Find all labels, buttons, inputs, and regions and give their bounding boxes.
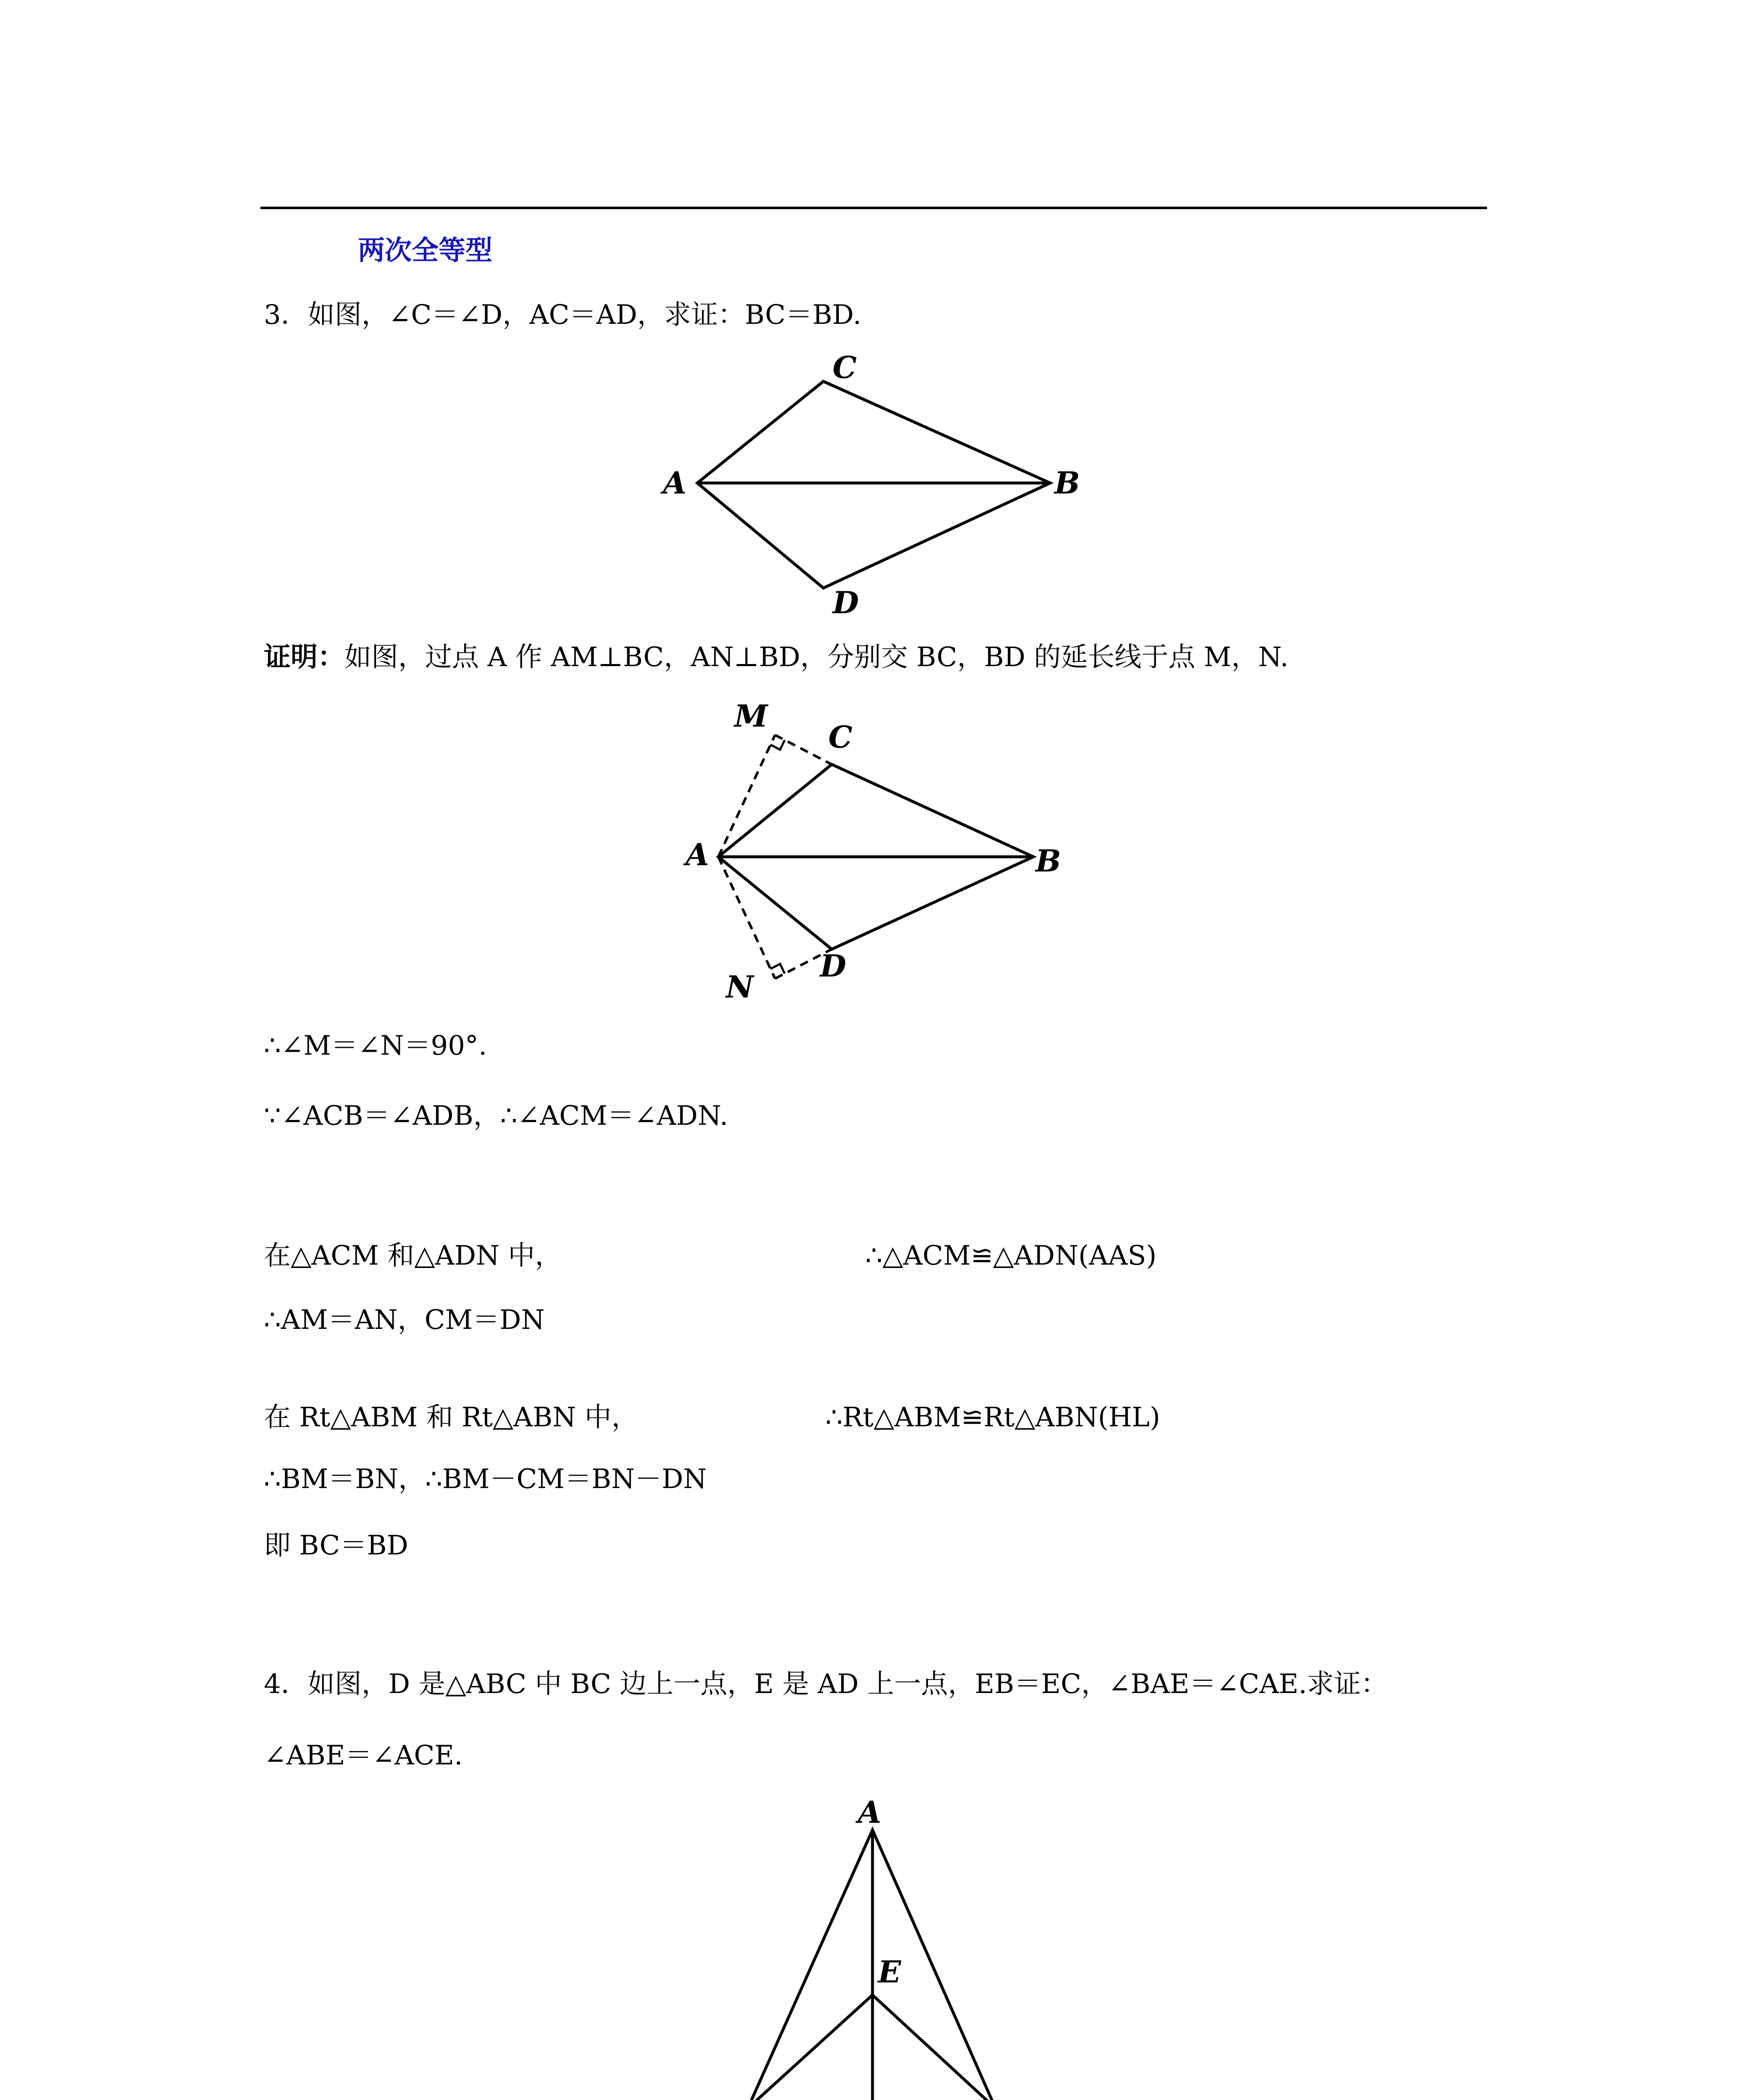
segment-am-dashed bbox=[718, 735, 775, 857]
proof-step-5-left: 在 Rt△ABM 和 Rt△ABN 中， bbox=[264, 1402, 639, 1433]
label-m: M bbox=[734, 698, 768, 734]
figure-1-kite bbox=[630, 344, 1134, 620]
problem-3-statement: 3．如图，∠C＝∠D，AC＝AD，求证：BC＝BD. bbox=[264, 299, 862, 331]
proof-step-3-right: ∴△ACM≌△ADN(AAS) bbox=[865, 1240, 1157, 1271]
label-d: D bbox=[820, 948, 846, 984]
proof-step-5-right: ∴Rt△ABM≌Rt△ABN(HL) bbox=[825, 1402, 1160, 1433]
segment-mc-dashed bbox=[775, 735, 832, 764]
label-c: C bbox=[833, 349, 857, 385]
problem-3-proof-intro bbox=[264, 640, 1288, 674]
label-n: N bbox=[726, 969, 754, 1005]
label-a: A bbox=[858, 1794, 881, 1830]
label-a: A bbox=[686, 837, 709, 872]
label-e: E bbox=[878, 1954, 901, 1990]
label-b: B bbox=[1054, 465, 1080, 501]
header-rule bbox=[260, 207, 1487, 209]
proof-step-2: ∵∠ACB＝∠ADB，∴∠ACM＝∠ADN. bbox=[264, 1100, 728, 1131]
right-angle-mark-m bbox=[770, 740, 785, 750]
proof-step-6: ∴BM＝BN，∴BM－CM＝BN－DN bbox=[264, 1464, 707, 1495]
segment-an-dashed bbox=[718, 857, 775, 979]
proof-step-3-left: 在△ACM 和△ADN 中， bbox=[264, 1240, 562, 1271]
label-c: C bbox=[828, 719, 853, 755]
proof-step-7: 即 BC＝BD bbox=[264, 1530, 408, 1561]
section-title: 两次全等型 bbox=[358, 235, 492, 266]
proof-step-4: ∴AM＝AN，CM＝DN bbox=[264, 1305, 545, 1336]
problem-4-statement-line-2: ∠ABE＝∠ACE. bbox=[264, 1740, 463, 1771]
proof-step-1: ∴∠M＝∠N＝90°. bbox=[264, 1030, 487, 1061]
proof-intro-text: 如图，过点 A 作 AM⊥BC，AN⊥BD，分别交 BC，BD 的延长线于点 M，N. bbox=[344, 642, 1289, 673]
figure-3-triangle bbox=[714, 1789, 1050, 2100]
label-a: A bbox=[663, 465, 686, 501]
proof-label: 证明： bbox=[264, 642, 344, 673]
right-angle-mark-n bbox=[770, 964, 785, 974]
label-d: D bbox=[833, 585, 859, 620]
label-b: B bbox=[1035, 843, 1061, 879]
figure-2-kite-perpendiculars bbox=[655, 697, 1117, 1016]
problem-4-statement-line-1: 4．如图，D 是△ABC 中 BC 边上一点，E 是 AD 上一点，EB＝EC，∠BAE＝∠CAE.求证： bbox=[264, 1669, 1388, 1700]
segment-ec bbox=[872, 1995, 996, 2100]
segment-be bbox=[748, 1995, 872, 2100]
kite-outline bbox=[697, 381, 1050, 588]
